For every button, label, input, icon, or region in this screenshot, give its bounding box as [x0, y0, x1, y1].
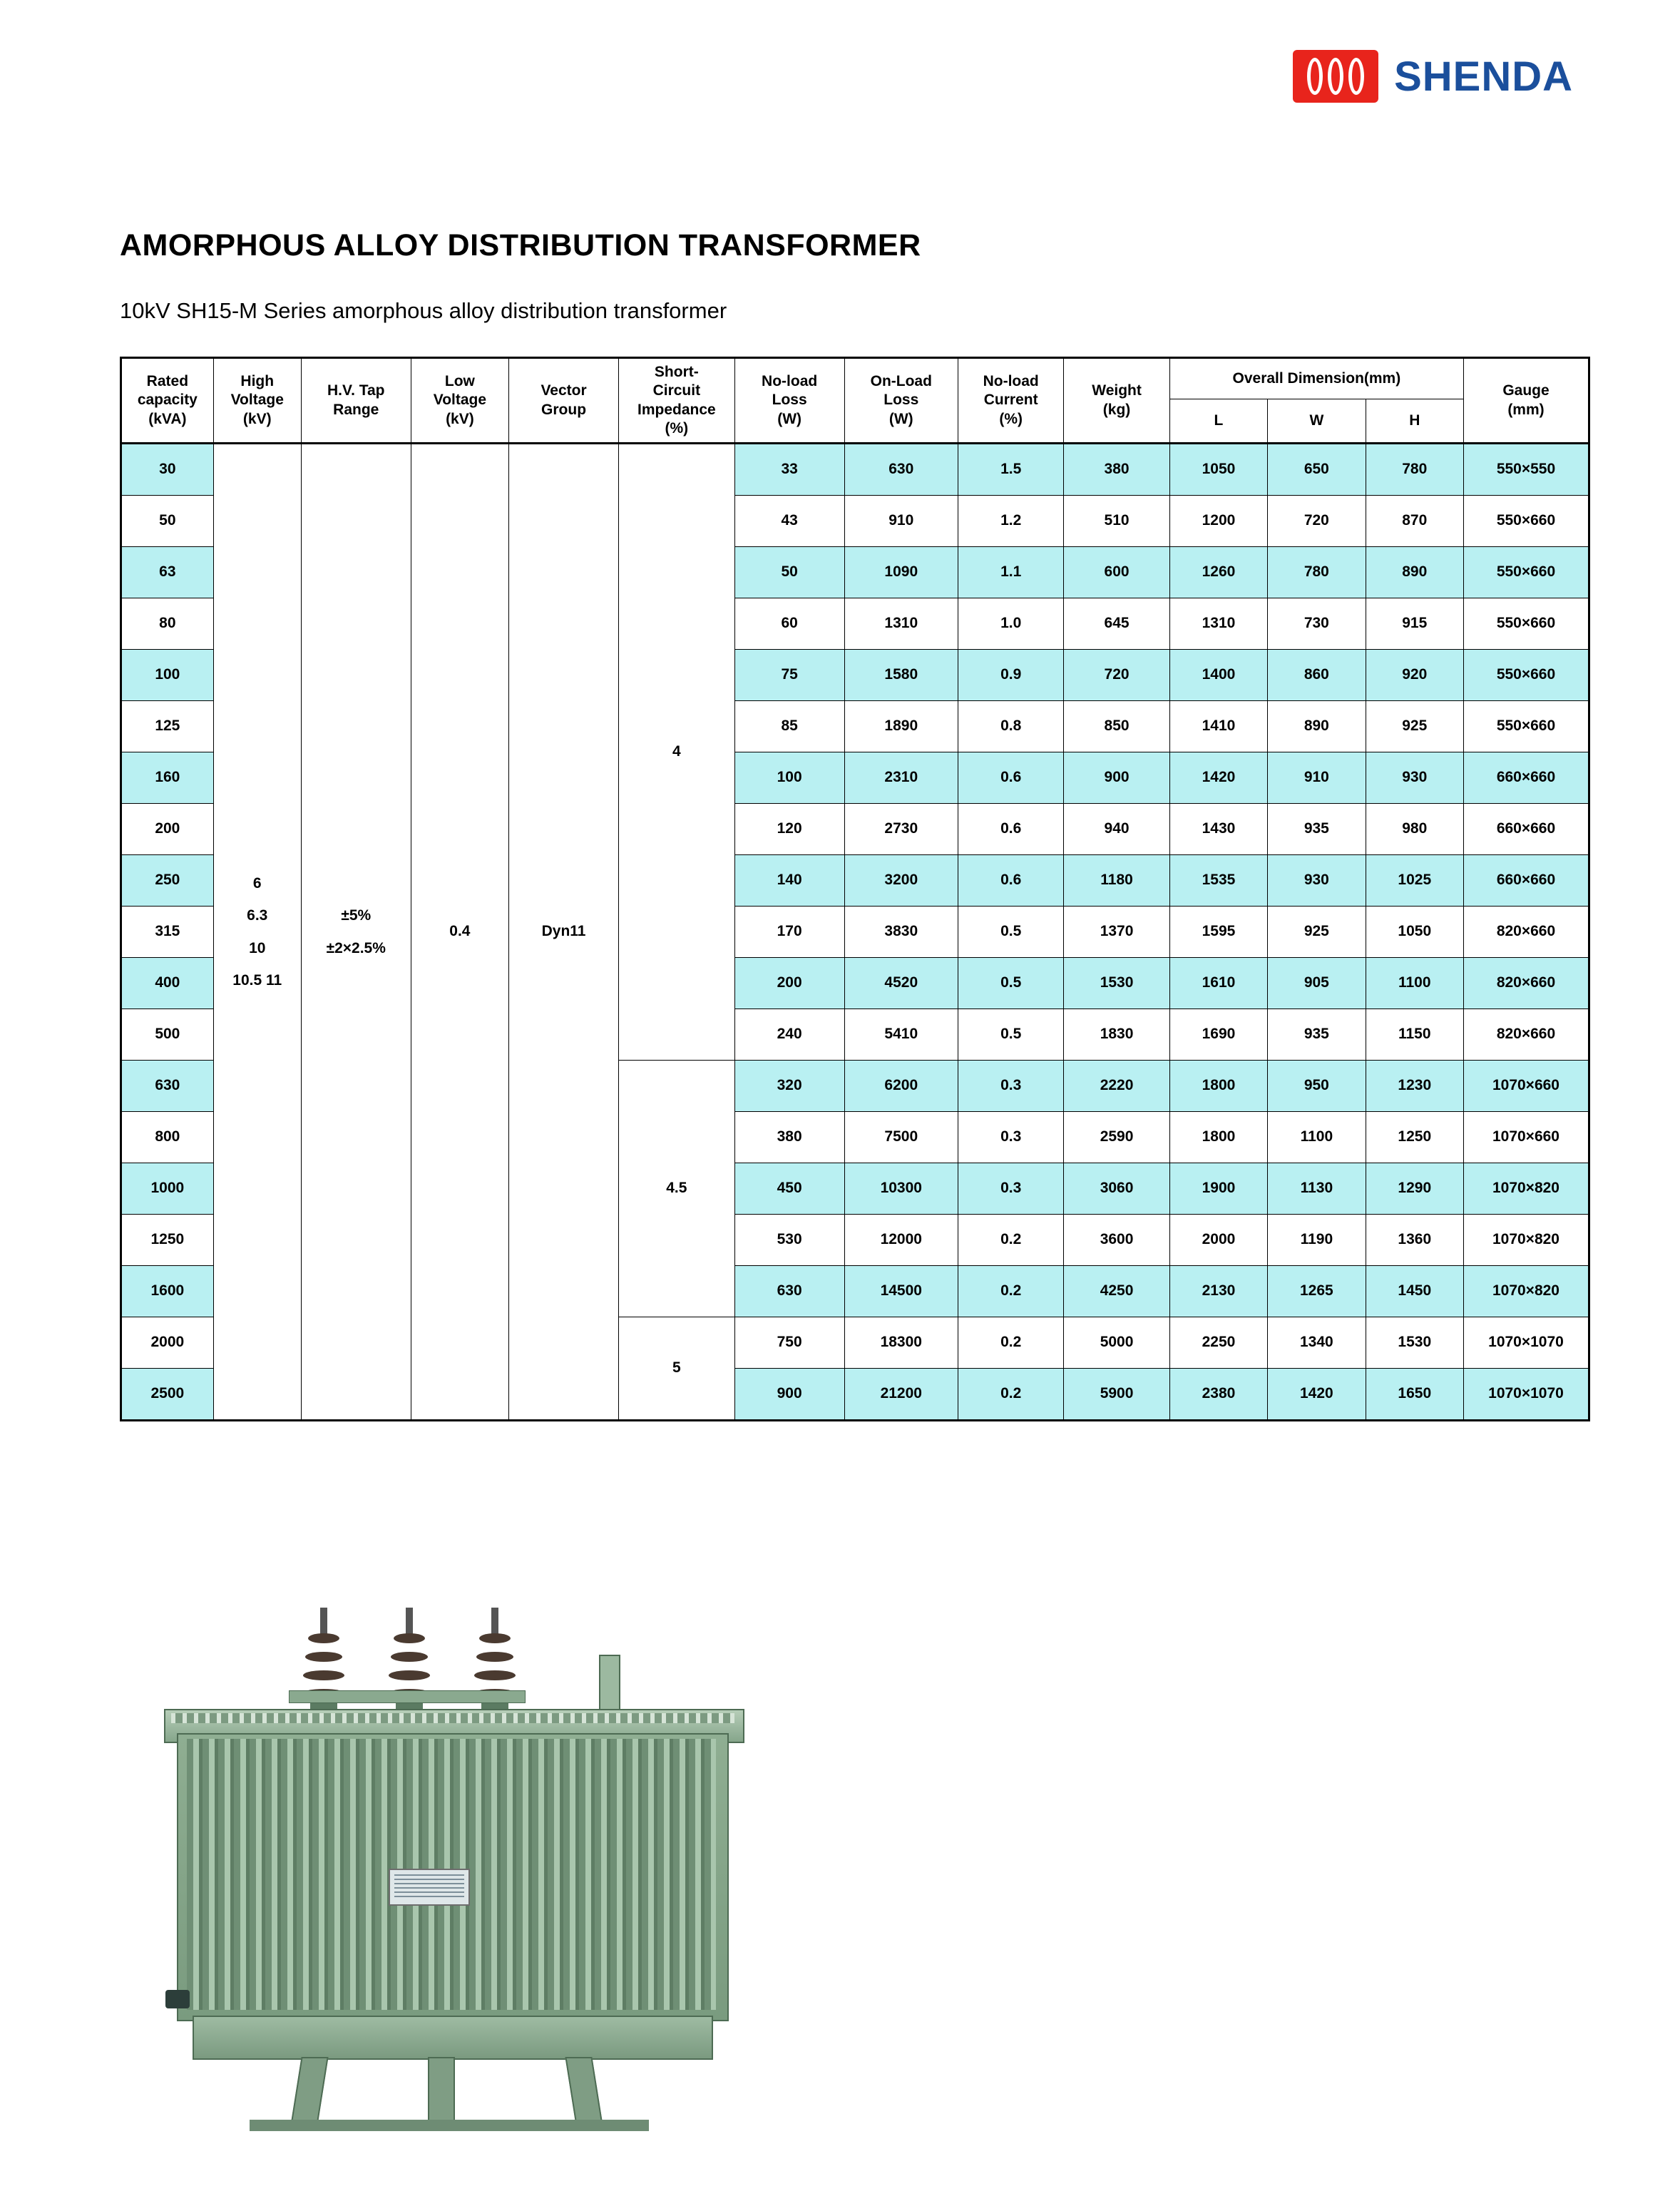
cell-dim-h: 915 — [1366, 598, 1463, 650]
cell-dim-h: 980 — [1366, 804, 1463, 855]
cell-no-load-current: 0.3 — [958, 1112, 1063, 1163]
cell-no-load-loss: 450 — [734, 1163, 844, 1215]
cell-dim-h: 1360 — [1366, 1215, 1463, 1266]
logo-ring-1 — [1307, 58, 1323, 95]
cell-no-load-current: 0.5 — [958, 958, 1063, 1009]
cell-capacity: 1250 — [121, 1215, 214, 1266]
specification-table-wrapper — [120, 357, 1590, 1421]
product-image-section — [0, 1555, 1680, 2197]
drain-valve-icon — [165, 1990, 190, 2008]
cell-gauge: 550×660 — [1463, 547, 1589, 598]
cell-gauge: 550×660 — [1463, 701, 1589, 752]
cell-dim-l: 1690 — [1169, 1009, 1267, 1061]
cell-dim-w: 780 — [1268, 547, 1366, 598]
cell-dim-l: 1900 — [1169, 1163, 1267, 1215]
cell-dim-l: 1610 — [1169, 958, 1267, 1009]
cell-dim-w: 860 — [1268, 650, 1366, 701]
cell-gauge: 1070×1070 — [1463, 1317, 1589, 1369]
cell-on-load-loss: 1890 — [844, 701, 958, 752]
cell-no-load-current: 0.8 — [958, 701, 1063, 752]
cell-capacity: 63 — [121, 547, 214, 598]
cell-on-load-loss: 12000 — [844, 1215, 958, 1266]
cell-no-load-loss: 320 — [734, 1061, 844, 1112]
cell-on-load-loss: 14500 — [844, 1266, 958, 1317]
cell-gauge: 820×660 — [1463, 907, 1589, 958]
cell-dim-h: 890 — [1366, 547, 1463, 598]
cell-capacity: 2500 — [121, 1369, 214, 1421]
cell-dim-h: 1530 — [1366, 1317, 1463, 1369]
cell-weight: 900 — [1064, 752, 1169, 804]
col-dim-w: W — [1268, 399, 1366, 444]
cell-weight: 1370 — [1064, 907, 1169, 958]
cell-no-load-loss: 170 — [734, 907, 844, 958]
specification-table — [120, 357, 1590, 1421]
col-no-load-current: No-load Current (%) — [958, 358, 1063, 444]
transformer-photo — [143, 1569, 784, 2182]
col-weight: Weight (kg) — [1064, 358, 1169, 444]
cell-no-load-current: 0.5 — [958, 1009, 1063, 1061]
cell-dim-h: 925 — [1366, 701, 1463, 752]
cell-gauge: 550×660 — [1463, 496, 1589, 547]
col-vector-group: Vector Group — [509, 358, 619, 444]
cell-on-load-loss: 4520 — [844, 958, 958, 1009]
cell-dim-h: 1150 — [1366, 1009, 1463, 1061]
cell-dim-h: 1650 — [1366, 1369, 1463, 1421]
shenda-rings-logo-icon — [1293, 50, 1378, 103]
cell-no-load-loss: 75 — [734, 650, 844, 701]
cell-weight: 380 — [1064, 444, 1169, 496]
cell-gauge: 550×660 — [1463, 650, 1589, 701]
cell-capacity: 2000 — [121, 1317, 214, 1369]
cell-dim-l: 1200 — [1169, 496, 1267, 547]
cell-dim-l: 2250 — [1169, 1317, 1267, 1369]
col-overall-dimension: Overall Dimension(mm) — [1169, 358, 1463, 399]
cell-no-load-loss: 900 — [734, 1369, 844, 1421]
cell-on-load-loss: 630 — [844, 444, 958, 496]
cell-on-load-loss: 1090 — [844, 547, 958, 598]
cell-weight: 1830 — [1064, 1009, 1169, 1061]
cell-dim-w: 1265 — [1268, 1266, 1366, 1317]
cell-capacity: 630 — [121, 1061, 214, 1112]
cell-dim-l: 2000 — [1169, 1215, 1267, 1266]
cell-impedance-group-2: 4.5 — [619, 1061, 735, 1317]
cell-no-load-current: 0.2 — [958, 1317, 1063, 1369]
cell-capacity: 250 — [121, 855, 214, 907]
cell-dim-h: 920 — [1366, 650, 1463, 701]
cell-dim-l: 1535 — [1169, 855, 1267, 907]
page-subtitle: 10kV SH15-M Series amorphous alloy distribution transformer — [120, 298, 727, 323]
cell-gauge: 660×660 — [1463, 804, 1589, 855]
cell-weight: 2590 — [1064, 1112, 1169, 1163]
cell-dim-w: 925 — [1268, 907, 1366, 958]
cell-gauge: 660×660 — [1463, 855, 1589, 907]
bushing-support-bar — [289, 1690, 526, 1703]
cell-on-load-loss: 1580 — [844, 650, 958, 701]
cell-dim-h: 870 — [1366, 496, 1463, 547]
cell-no-load-current: 0.2 — [958, 1266, 1063, 1317]
col-hv-tap-range: H.V. Tap Range — [301, 358, 411, 444]
cell-dim-h: 1100 — [1366, 958, 1463, 1009]
cell-no-load-current: 0.6 — [958, 752, 1063, 804]
cell-no-load-loss: 43 — [734, 496, 844, 547]
cell-dim-w: 890 — [1268, 701, 1366, 752]
cell-no-load-loss: 200 — [734, 958, 844, 1009]
cell-weight: 645 — [1064, 598, 1169, 650]
cell-dim-h: 1450 — [1366, 1266, 1463, 1317]
cell-no-load-current: 0.6 — [958, 855, 1063, 907]
cell-impedance-group-3: 5 — [619, 1317, 735, 1421]
support-foot — [290, 2057, 328, 2125]
cell-dim-h: 930 — [1366, 752, 1463, 804]
cell-on-load-loss: 1310 — [844, 598, 958, 650]
col-no-load-loss: No-load Loss (W) — [734, 358, 844, 444]
cell-dim-l: 1430 — [1169, 804, 1267, 855]
cell-capacity: 1600 — [121, 1266, 214, 1317]
cell-no-load-loss: 240 — [734, 1009, 844, 1061]
col-low-voltage: Low Voltage (kV) — [411, 358, 508, 444]
cell-on-load-loss: 10300 — [844, 1163, 958, 1215]
cell-on-load-loss: 18300 — [844, 1317, 958, 1369]
cell-no-load-current: 0.2 — [958, 1369, 1063, 1421]
cell-no-load-current: 0.2 — [958, 1215, 1063, 1266]
cell-dim-w: 1420 — [1268, 1369, 1366, 1421]
cell-dim-w: 730 — [1268, 598, 1366, 650]
cell-capacity: 100 — [121, 650, 214, 701]
cell-no-load-loss: 85 — [734, 701, 844, 752]
cell-no-load-current: 0.3 — [958, 1163, 1063, 1215]
cell-no-load-loss: 120 — [734, 804, 844, 855]
cell-gauge: 1070×820 — [1463, 1215, 1589, 1266]
cell-capacity: 30 — [121, 444, 214, 496]
cell-gauge: 1070×1070 — [1463, 1369, 1589, 1421]
cell-dim-w: 930 — [1268, 855, 1366, 907]
page-title: AMORPHOUS ALLOY DISTRIBUTION TRANSFORMER — [120, 228, 921, 262]
cell-dim-w: 935 — [1268, 804, 1366, 855]
cell-dim-h: 1230 — [1366, 1061, 1463, 1112]
cell-dim-h: 1250 — [1366, 1112, 1463, 1163]
cell-low-voltage-merged: 0.4 — [411, 444, 508, 1421]
cell-weight: 5000 — [1064, 1317, 1169, 1369]
cell-weight: 1180 — [1064, 855, 1169, 907]
cell-dim-w: 720 — [1268, 496, 1366, 547]
cell-dim-w: 1190 — [1268, 1215, 1366, 1266]
cell-capacity: 50 — [121, 496, 214, 547]
cell-weight: 3600 — [1064, 1215, 1169, 1266]
cell-weight: 2220 — [1064, 1061, 1169, 1112]
cell-no-load-loss: 100 — [734, 752, 844, 804]
cell-on-load-loss: 3200 — [844, 855, 958, 907]
cell-no-load-loss: 60 — [734, 598, 844, 650]
cell-dim-l: 1410 — [1169, 701, 1267, 752]
logo-ring-2 — [1328, 58, 1343, 95]
cell-weight: 4250 — [1064, 1266, 1169, 1317]
cell-dim-w: 650 — [1268, 444, 1366, 496]
cell-gauge: 820×660 — [1463, 1009, 1589, 1061]
brand-name: SHENDA — [1394, 53, 1573, 100]
cell-capacity: 80 — [121, 598, 214, 650]
cell-dim-l: 1050 — [1169, 444, 1267, 496]
cell-on-load-loss: 5410 — [844, 1009, 958, 1061]
base-rail — [250, 2120, 649, 2131]
cell-capacity: 125 — [121, 701, 214, 752]
table-body — [121, 444, 1589, 1421]
cell-dim-w: 910 — [1268, 752, 1366, 804]
cell-capacity: 200 — [121, 804, 214, 855]
cell-dim-l: 1260 — [1169, 547, 1267, 598]
lid-bolts — [171, 1713, 734, 1723]
cell-dim-w: 950 — [1268, 1061, 1366, 1112]
col-on-load-loss: On-Load Loss (W) — [844, 358, 958, 444]
col-high-voltage: High Voltage (kV) — [213, 358, 301, 444]
cell-gauge: 550×550 — [1463, 444, 1589, 496]
cell-no-load-current: 0.9 — [958, 650, 1063, 701]
cell-weight: 5900 — [1064, 1369, 1169, 1421]
support-foot — [565, 2057, 603, 2125]
cell-weight: 1530 — [1064, 958, 1169, 1009]
cell-on-load-loss: 2730 — [844, 804, 958, 855]
cell-dim-h: 1025 — [1366, 855, 1463, 907]
cell-on-load-loss: 910 — [844, 496, 958, 547]
cell-gauge: 1070×820 — [1463, 1163, 1589, 1215]
col-rated-capacity: Rated capacity (kVA) — [121, 358, 214, 444]
cell-capacity: 1000 — [121, 1163, 214, 1215]
cell-capacity: 315 — [121, 907, 214, 958]
cell-gauge: 820×660 — [1463, 958, 1589, 1009]
logo-ring-3 — [1348, 58, 1364, 95]
cell-dim-h: 1290 — [1366, 1163, 1463, 1215]
cell-hv-tap-merged: ±5% ±2×2.5% — [301, 444, 411, 1421]
cell-no-load-current: 1.0 — [958, 598, 1063, 650]
cell-capacity: 800 — [121, 1112, 214, 1163]
cell-dim-h: 1050 — [1366, 907, 1463, 958]
cell-weight: 940 — [1064, 804, 1169, 855]
cell-no-load-current: 1.5 — [958, 444, 1063, 496]
col-dim-h: H — [1366, 399, 1463, 444]
cell-no-load-current: 0.5 — [958, 907, 1063, 958]
brand-logo — [1293, 50, 1573, 103]
cell-on-load-loss: 7500 — [844, 1112, 958, 1163]
cell-impedance-group-1: 4 — [619, 444, 735, 1061]
tank-skirt — [193, 2016, 713, 2060]
table-header-row-1 — [121, 358, 1589, 399]
cell-dim-l: 1310 — [1169, 598, 1267, 650]
cell-weight: 3060 — [1064, 1163, 1169, 1215]
cell-dim-l: 2130 — [1169, 1266, 1267, 1317]
nameplate — [389, 1869, 470, 1906]
col-short-circuit-impedance: Short- Circuit Impedance (%) — [619, 358, 735, 444]
cell-dim-l: 1400 — [1169, 650, 1267, 701]
cell-gauge: 660×660 — [1463, 752, 1589, 804]
cell-weight: 510 — [1064, 496, 1169, 547]
cell-dim-l: 1420 — [1169, 752, 1267, 804]
cell-no-load-loss: 750 — [734, 1317, 844, 1369]
cell-weight: 600 — [1064, 547, 1169, 598]
cell-dim-w: 905 — [1268, 958, 1366, 1009]
cell-on-load-loss: 21200 — [844, 1369, 958, 1421]
table-row — [121, 444, 1589, 496]
cell-no-load-loss: 33 — [734, 444, 844, 496]
cell-no-load-current: 1.2 — [958, 496, 1063, 547]
cell-no-load-loss: 530 — [734, 1215, 844, 1266]
cell-capacity: 500 — [121, 1009, 214, 1061]
cell-gauge: 550×660 — [1463, 598, 1589, 650]
cell-no-load-current: 0.6 — [958, 804, 1063, 855]
cell-dim-w: 1100 — [1268, 1112, 1366, 1163]
cell-vector-group-merged: Dyn11 — [509, 444, 619, 1421]
cell-gauge: 1070×660 — [1463, 1061, 1589, 1112]
cell-on-load-loss: 2310 — [844, 752, 958, 804]
cell-gauge: 1070×660 — [1463, 1112, 1589, 1163]
cell-no-load-loss: 380 — [734, 1112, 844, 1163]
cell-dim-l: 1595 — [1169, 907, 1267, 958]
cell-no-load-current: 0.3 — [958, 1061, 1063, 1112]
cell-dim-l: 1800 — [1169, 1061, 1267, 1112]
cell-no-load-current: 1.1 — [958, 547, 1063, 598]
col-dim-l: L — [1169, 399, 1267, 444]
support-foot — [428, 2057, 455, 2125]
cell-gauge: 1070×820 — [1463, 1266, 1589, 1317]
cell-dim-l: 1800 — [1169, 1112, 1267, 1163]
cell-dim-w: 1130 — [1268, 1163, 1366, 1215]
cell-no-load-loss: 140 — [734, 855, 844, 907]
cell-capacity: 160 — [121, 752, 214, 804]
cell-dim-w: 1340 — [1268, 1317, 1366, 1369]
col-gauge: Gauge (mm) — [1463, 358, 1589, 444]
cell-capacity: 400 — [121, 958, 214, 1009]
cell-high-voltage-merged: 6 6.3 10 10.5 11 — [213, 444, 301, 1421]
cell-no-load-loss: 630 — [734, 1266, 844, 1317]
cell-on-load-loss: 6200 — [844, 1061, 958, 1112]
cell-dim-h: 780 — [1366, 444, 1463, 496]
cell-on-load-loss: 3830 — [844, 907, 958, 958]
cell-dim-w: 935 — [1268, 1009, 1366, 1061]
cell-weight: 720 — [1064, 650, 1169, 701]
cell-no-load-loss: 50 — [734, 547, 844, 598]
cell-dim-l: 2380 — [1169, 1369, 1267, 1421]
cell-weight: 850 — [1064, 701, 1169, 752]
